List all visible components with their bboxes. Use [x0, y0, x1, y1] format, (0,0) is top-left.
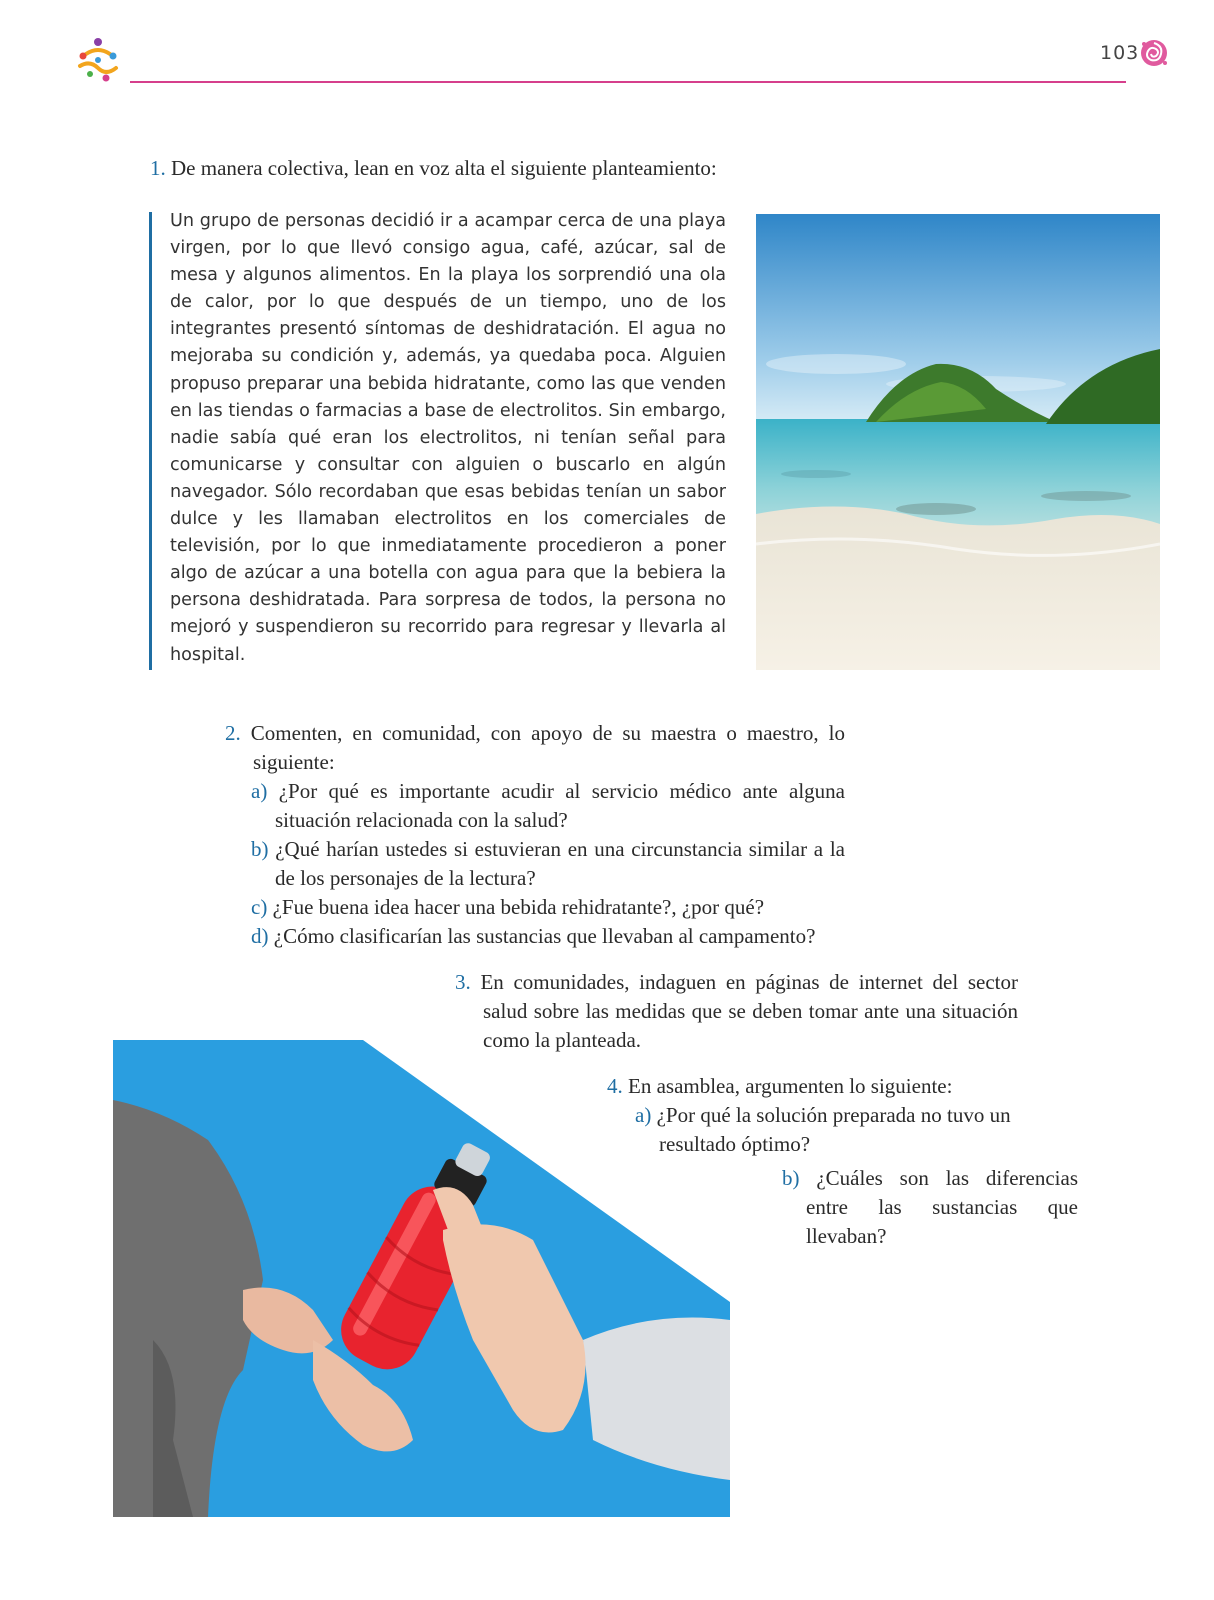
question-1 — [150, 154, 850, 183]
option-d — [225, 922, 845, 951]
option-a — [225, 777, 845, 835]
option-letter: d) — [251, 924, 269, 948]
option-b — [782, 1164, 1078, 1251]
option-text: ¿Fue buena idea hacer una bebida rehidratante?, ¿por qué? — [272, 895, 765, 919]
option-text: ¿Por qué la solución preparada no tuvo un resultado óptimo? — [656, 1103, 1011, 1156]
header-rule — [130, 81, 1126, 83]
question-text: En asamblea, argumenten lo siguiente: — [628, 1074, 953, 1098]
question-number: 2. — [225, 721, 241, 745]
question-2 — [225, 719, 845, 951]
option-c — [225, 893, 845, 922]
tropical-beach-island-photo — [756, 214, 1160, 670]
pink-rosette-icon — [1139, 38, 1169, 68]
option-a — [607, 1101, 1027, 1159]
option-letter: a) — [251, 779, 268, 803]
question-number: 3. — [455, 970, 471, 994]
option-letter: c) — [251, 895, 268, 919]
option-text: ¿Cuáles son las diferencias entre las sustancias que llevaban? — [806, 1166, 1079, 1248]
dancing-figures-logo-icon — [72, 34, 124, 86]
option-letter: a) — [635, 1103, 652, 1127]
question-number: 4. — [607, 1074, 623, 1098]
option-letter: b) — [782, 1166, 800, 1190]
option-text: ¿Cómo clasificarían las sustancias que llevaban al campamento? — [273, 924, 816, 948]
option-b — [225, 835, 845, 893]
option-text: ¿Qué harían ustedes si estuvieran en una circunstancia similar a la de los personajes de la lectura? — [275, 837, 845, 890]
question-text: De manera colectiva, lean en voz alta el siguiente planteamiento: — [171, 156, 717, 180]
option-letter: b) — [251, 837, 269, 861]
question-stem — [225, 719, 845, 777]
question-text: Comenten, en comunidad, con apoyo de su maestra o maestro, lo siguiente: — [250, 721, 845, 774]
reading-passage: Un grupo de personas decidió ir a acampar cerca de una playa virgen, por lo que llevó consigo agua, café, azúcar, sal de mesa y algunos alimentos. En la playa los sorprendió una ola de calor, por lo que después de un tiempo, uno de los integrantes presentó síntomas de deshidratación. El agua no mejoraba su condición y, además, ya quedaba poca. Alguien propuso preparar una bebida hidratante, como las que venden en las tiendas o farmacias a base de electrolitos. Sin embargo, nadie sabía qué eran los electrolitos, ni tenían señal para comunicarse y consultar con alguien o buscarlo en algún navegador. Sólo recordaban que esas bebidas tenían un sabor dulce y les llamaban electrolitos en los comerciales de televisión, por lo que inmediatamente procedieron a poner algo de azúcar a una botella con agua para que la bebiera la persona deshidratada. Para sorpresa de todos, la persona no mejoró y suspendieron su recorrido para regresar y llevarla al hospital. — [170, 211, 726, 665]
reading-accent-bar — [149, 212, 152, 670]
question-4 — [607, 1072, 1027, 1159]
question-number: 1. — [150, 156, 166, 180]
question-text: En comunidades, indaguen en páginas de internet del sector salud sobre las medidas que se deben tomar ante una situación como la planteada. — [480, 970, 1018, 1052]
option-text: ¿Por qué es importante acudir al servicio médico ante alguna situación relacionada con la salud? — [275, 779, 845, 832]
page-number: 103 — [1100, 42, 1140, 64]
question-stem — [607, 1072, 1027, 1101]
